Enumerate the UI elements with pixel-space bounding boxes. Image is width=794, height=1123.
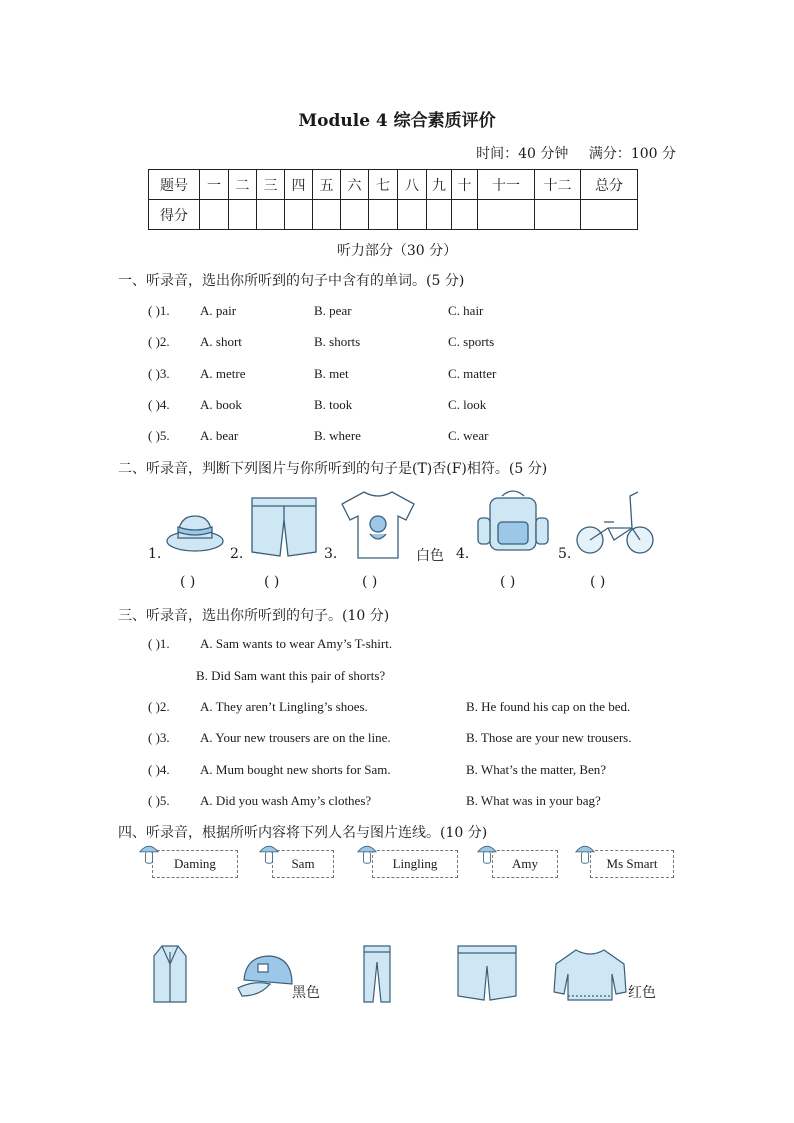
jacket-icon: [154, 946, 186, 1002]
full-score: 满分：100 分: [588, 146, 676, 162]
mushroom-icon: [474, 842, 500, 866]
option-c: C. hair: [448, 303, 484, 318]
tshirt-color-label: 白色: [416, 548, 444, 564]
option-a: A. bear: [200, 428, 239, 443]
score-input-cell[interactable]: [452, 200, 478, 230]
answer-blank[interactable]: ( )1.: [148, 303, 170, 318]
mushroom-icon: [256, 842, 282, 866]
section-3-heading: 三、听录音，选出你所听到的句子。(10 分): [118, 608, 390, 624]
option-c: C. matter: [448, 366, 497, 381]
option-b: B. took: [314, 397, 353, 412]
score-input-cell[interactable]: [313, 200, 341, 230]
shorts-icon: [252, 498, 316, 556]
answer-blank[interactable]: ( )2.: [148, 334, 170, 349]
score-header-cell: 八: [398, 170, 427, 200]
answer-blank[interactable]: ( )3.: [148, 730, 170, 745]
name-box-sam[interactable]: Sam: [272, 850, 334, 878]
score-input-cell[interactable]: [200, 200, 229, 230]
hat-icon: [167, 516, 223, 551]
exam-meta: [460, 143, 676, 163]
option-c: C. sports: [448, 334, 495, 349]
bike-picture: [574, 488, 656, 558]
page-title: Module 4 综合素质评价: [298, 111, 496, 131]
option-a: A. book: [200, 397, 242, 412]
answer-blank[interactable]: ( )1.: [148, 636, 170, 651]
answer-bracket[interactable]: ( ): [180, 574, 196, 590]
name-box-amy[interactable]: Amy: [492, 850, 558, 878]
tshirt-picture: [340, 488, 416, 560]
picture-number: 3.: [324, 546, 338, 562]
option-c: C. wear: [448, 428, 489, 443]
picture-number: 1.: [148, 546, 162, 562]
option-b: B. Did Sam want this pair of shorts?: [196, 668, 386, 683]
option-b: B. What’s the matter, Ben?: [466, 762, 607, 777]
score-header-cell: 三: [257, 170, 285, 200]
listening-section-header: 听力部分（30 分）: [336, 243, 458, 259]
option-b: B. met: [314, 366, 349, 381]
score-input-cell[interactable]: [369, 200, 398, 230]
answer-blank[interactable]: ( )2.: [148, 699, 170, 714]
option-b: B. shorts: [314, 334, 361, 349]
option-a: A. pair: [200, 303, 237, 318]
score-header-cell: 四: [285, 170, 313, 200]
score-header-cell: 五: [313, 170, 341, 200]
option-b: B. where: [314, 428, 361, 443]
option-a: A. Mum bought new shorts for Sam.: [200, 762, 391, 777]
answer-bracket[interactable]: ( ): [264, 574, 280, 590]
score-row-label: 得分: [149, 200, 200, 230]
score-input-cell[interactable]: [341, 200, 369, 230]
answer-bracket[interactable]: ( ): [590, 574, 606, 590]
answer-bracket[interactable]: ( ): [362, 574, 378, 590]
sweater-icon: [554, 950, 626, 1000]
answer-blank[interactable]: ( )4.: [148, 397, 170, 412]
score-input-cell[interactable]: [535, 200, 581, 230]
backpack-icon: [478, 491, 548, 550]
score-input-cell[interactable]: [398, 200, 427, 230]
picture-number: 4.: [456, 546, 470, 562]
bike-icon: [577, 492, 653, 553]
option-b: B. pear: [314, 303, 352, 318]
option-b: B. What was in your bag?: [466, 793, 601, 808]
score-input-cell[interactable]: [229, 200, 257, 230]
cap-picture[interactable]: [234, 950, 296, 1002]
score-table-score-row: [149, 200, 638, 230]
score-header-cell: 题号: [149, 170, 200, 200]
option-a: A. They aren’t Lingling’s shoes.: [200, 699, 368, 714]
score-header-cell: 十二: [535, 170, 581, 200]
answer-blank[interactable]: ( )4.: [148, 762, 170, 777]
score-input-cell[interactable]: [257, 200, 285, 230]
shorts-picture-2[interactable]: [452, 942, 522, 1004]
option-a: A. metre: [200, 366, 246, 381]
score-header-cell: 一: [200, 170, 229, 200]
option-a: A. Did you wash Amy’s clothes?: [200, 793, 372, 808]
name-box-ms-smart[interactable]: Ms Smart: [590, 850, 674, 878]
hat-picture: [164, 508, 226, 554]
tshirt-icon: [342, 492, 414, 558]
score-table-header-row: [149, 170, 638, 200]
score-header-cell: 七: [369, 170, 398, 200]
option-a: A. short: [200, 334, 242, 349]
score-table: [148, 169, 638, 230]
answer-bracket[interactable]: ( ): [500, 574, 516, 590]
score-header-cell: 九: [427, 170, 452, 200]
score-header-cell: 六: [341, 170, 369, 200]
shorts-picture: [246, 494, 322, 560]
option-b: B. Those are your new trousers.: [466, 730, 632, 745]
option-a: A. Your new trousers are on the line.: [200, 730, 391, 745]
section-2-heading: 二、听录音，判断下列图片与你所听到的句子是(T)否(F)相符。(5 分): [118, 461, 548, 477]
score-input-cell[interactable]: [427, 200, 452, 230]
mushroom-icon: [572, 842, 598, 866]
trousers-icon: [364, 946, 390, 1002]
time-limit: 时间：40 分钟: [476, 146, 569, 162]
answer-blank[interactable]: ( )5.: [148, 428, 170, 443]
section-4-heading: 四、听录音，根据所听内容将下列人名与图片连线。(10 分): [118, 825, 488, 841]
score-header-cell: 二: [229, 170, 257, 200]
name-box-lingling[interactable]: Lingling: [372, 850, 458, 878]
trousers-picture[interactable]: [360, 942, 394, 1006]
score-header-cell: 十: [452, 170, 478, 200]
cap-color-label: 黑色: [292, 985, 320, 1001]
answer-blank[interactable]: ( )5.: [148, 793, 170, 808]
picture-number: 5.: [558, 546, 572, 562]
cap-icon: [238, 956, 292, 996]
sweater-color-label: 红色: [628, 985, 656, 1001]
backpack-picture: [472, 488, 554, 556]
jacket-picture[interactable]: [150, 942, 190, 1006]
mushroom-icon: [354, 842, 380, 866]
answer-blank[interactable]: ( )3.: [148, 366, 170, 381]
score-input-cell[interactable]: [478, 200, 535, 230]
option-a: A. Sam wants to wear Amy’s T-shirt.: [200, 636, 393, 651]
name-box-daming[interactable]: Daming: [152, 850, 238, 878]
section-1-heading: 一、听录音，选出你所听到的句子中含有的单词。(5 分): [118, 273, 465, 289]
shorts-icon: [458, 946, 516, 1000]
mushroom-icon: [136, 842, 162, 866]
score-header-cell: 十一: [478, 170, 535, 200]
option-b: B. He found his cap on the bed.: [466, 699, 631, 714]
score-header-cell: 总分: [581, 170, 638, 200]
option-c: C. look: [448, 397, 487, 412]
score-input-cell[interactable]: [285, 200, 313, 230]
sweater-picture[interactable]: [550, 944, 630, 1004]
picture-number: 2.: [230, 546, 244, 562]
score-input-cell[interactable]: [581, 200, 638, 230]
